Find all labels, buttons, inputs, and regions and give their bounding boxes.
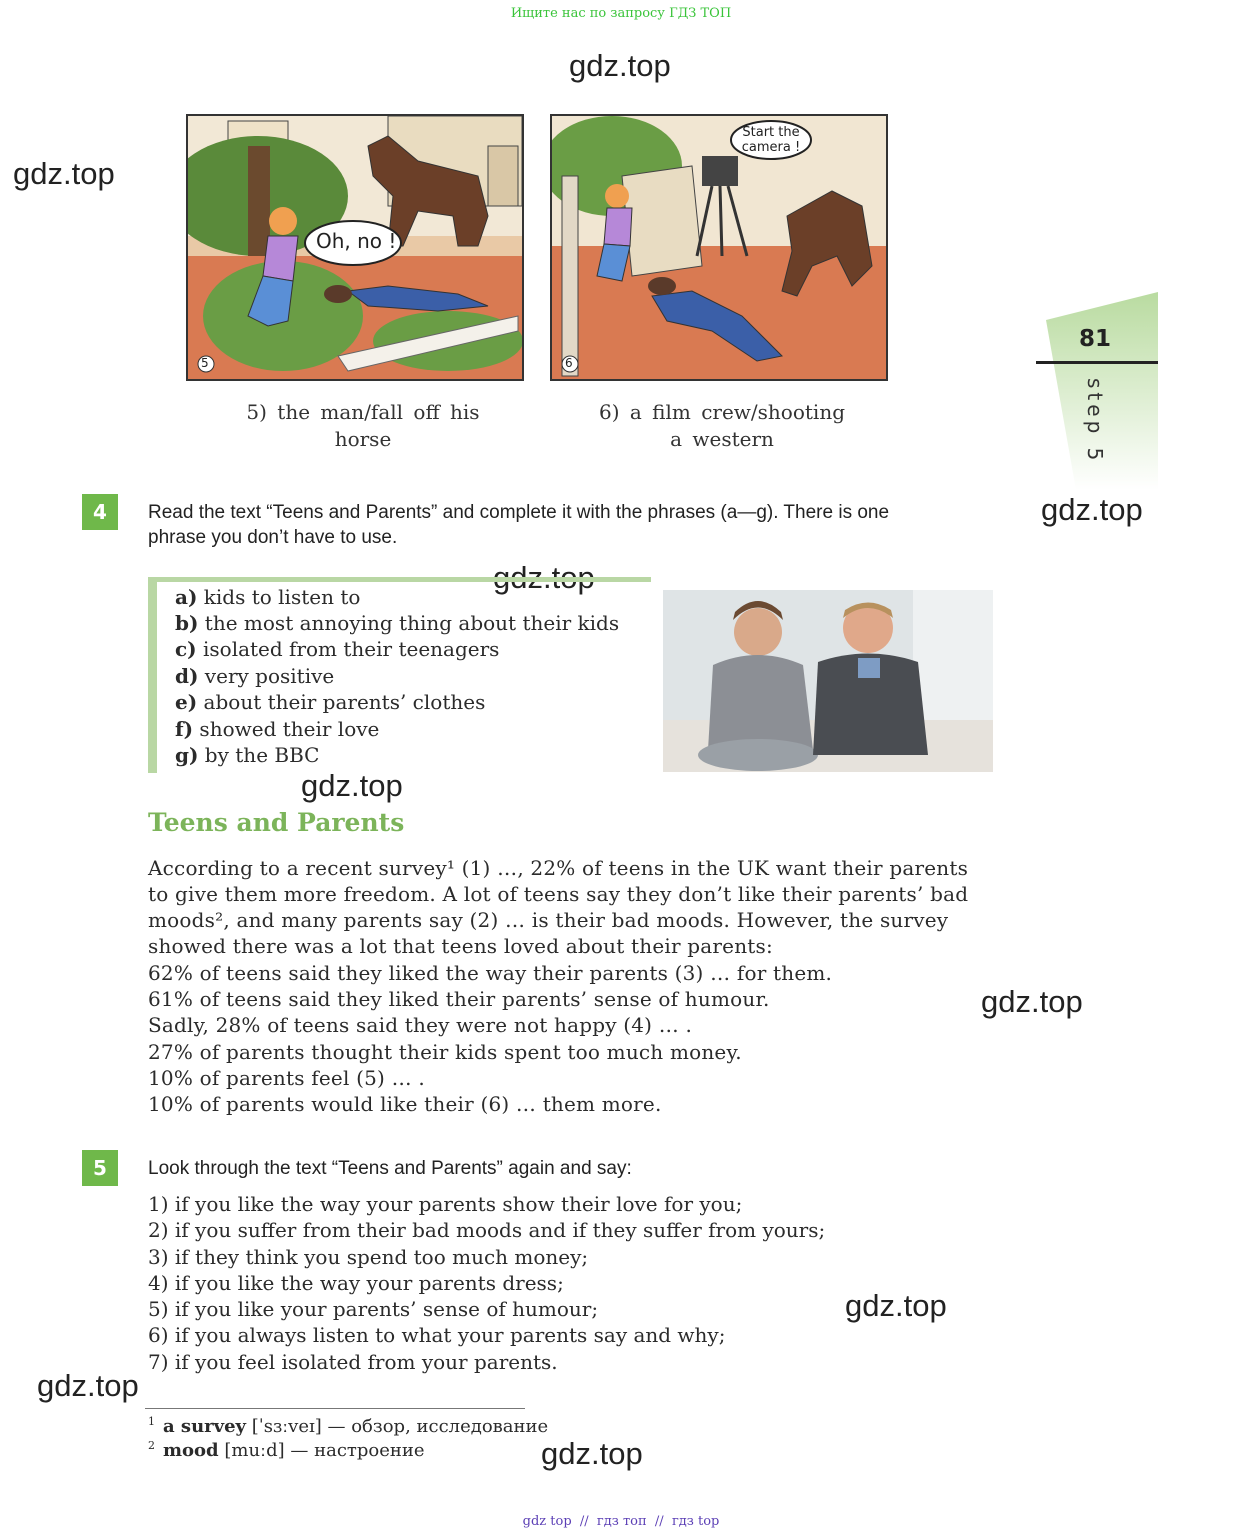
footnote-mark: 2 [148,1439,155,1452]
text-title: Teens and Parents [148,808,405,837]
question-item: 3) if they think you spend too much money; [148,1245,589,1269]
footnote-term: a survey [163,1416,247,1437]
footnote-text: [ˈsɜːveɪ] — обзор, исследование [246,1416,549,1437]
phrase-text: by the BBC [198,743,320,767]
phrase-item [175,611,619,635]
text-line: 27% of parents thought their kids spent too much money. [148,1040,742,1064]
instruction-line: phrase you don’t have to use. [148,527,398,548]
watermark: gdz.top [301,768,403,803]
picture-badge: 5 [201,356,209,370]
watermark: gdz.top [13,156,115,191]
text-line: According to a recent survey¹ (1) …, 22% of teens in the UK want their parents [148,856,969,880]
watermark: gdz.top [37,1368,139,1403]
phrase-letter: a) [175,585,198,609]
text-line: to give them more freedom. A lot of teens say they don’t like their parents’ bad [148,882,969,906]
text-line: 10% of parents feel (5) … . [148,1066,425,1090]
top-banner: Ищите нас по запросу ГДЗ ТОП [510,6,732,21]
caption-line: a western [670,427,774,451]
bubble-line: Start the [742,125,800,140]
footnote [148,1439,425,1461]
phrase-text: the most annoying thing about their kids [198,611,620,635]
speech-bubble-text: Oh, no ! [316,229,397,253]
text-line: showed there was a lot that teens loved about their parents: [148,934,773,958]
speech-bubble-text [741,125,801,155]
instruction-line: Read the text “Teens and Parents” and complete it with the phrases (a—g). There is one [148,502,890,523]
phrase-text: very positive [198,664,335,688]
watermark: gdz.top [845,1288,947,1323]
question-item: 5) if you like your parents’ sense of humour; [148,1297,599,1321]
phrase-letter: d) [175,664,199,688]
phrase-item [175,717,379,741]
picture-caption [186,399,540,453]
phrase-text: showed their love [193,717,380,741]
task-instruction: Look through the text “Teens and Parents” again and say: [148,1158,632,1179]
picture-badge: 6 [565,356,573,370]
phrase-letter: e) [175,690,198,714]
text-line: 10% of parents would like their (6) … them more. [148,1092,662,1116]
text-line: 61% of teens said they liked their parents’ sense of humour. [148,987,770,1011]
footnote-mark: 1 [148,1415,155,1428]
question-item: 1) if you like the way your parents show their love for you; [148,1192,743,1216]
phrase-item [175,743,319,767]
bottom-links[interactable]: gdz top // гдз топ // гдз top [522,1514,720,1529]
phrase-letter: g) [175,743,199,767]
illustration-film-crew [550,114,888,381]
phrase-text: about their parents’ clothes [197,690,486,714]
phrase-item [175,585,360,609]
phrase-item [175,690,485,714]
phrase-text: kids to listen to [197,585,361,609]
question-item: 6) if you always listen to what your parents say and why; [148,1323,726,1347]
phrase-item [175,637,499,661]
footnote [148,1415,548,1437]
watermark: gdz.top [981,984,1083,1019]
watermark: gdz.top [541,1436,643,1471]
text-line: 62% of teens said they liked the way their parents (3) … for them. [148,961,833,985]
phrase-box [148,577,653,773]
bubble-line: camera ! [741,140,801,155]
footnote-term: mood [163,1440,219,1461]
text-line: Sadly, 28% of teens said they were not happy (4) … . [148,1013,693,1037]
illustration-horse-fall [186,114,524,381]
phrase-text: isolated from their teenagers [196,637,500,661]
phrase-letter: f) [175,717,194,741]
picture-caption [545,399,899,453]
task-instruction [148,500,889,550]
step-label: step 5 [1083,378,1107,465]
phrase-letter: b) [175,611,199,635]
question-item: 7) if you feel isolated from your parents. [148,1350,558,1374]
question-item: 4) if you like the way your parents dress; [148,1271,564,1295]
caption-line: 6) a film crew/shooting [598,400,846,424]
phrase-item [175,664,334,688]
footnote-text: [muːd] — настроение [218,1440,425,1461]
question-item: 2) if you suffer from their bad moods and if they suffer from yours; [148,1218,826,1242]
caption-line: 5) the man/fall off his [246,400,480,424]
watermark: gdz.top [1041,492,1143,527]
page-number: 81 [1079,326,1112,352]
caption-line: horse [334,427,392,451]
task-number: 4 [82,494,118,530]
task-number: 5 [82,1150,118,1186]
photo-teen-and-father [663,590,993,772]
footnote-rule [145,1408,525,1409]
text-line: moods², and many parents say (2) … is their bad moods. However, the survey [148,908,949,932]
phrase-letter: c) [175,637,197,661]
watermark: gdz.top [569,48,671,83]
